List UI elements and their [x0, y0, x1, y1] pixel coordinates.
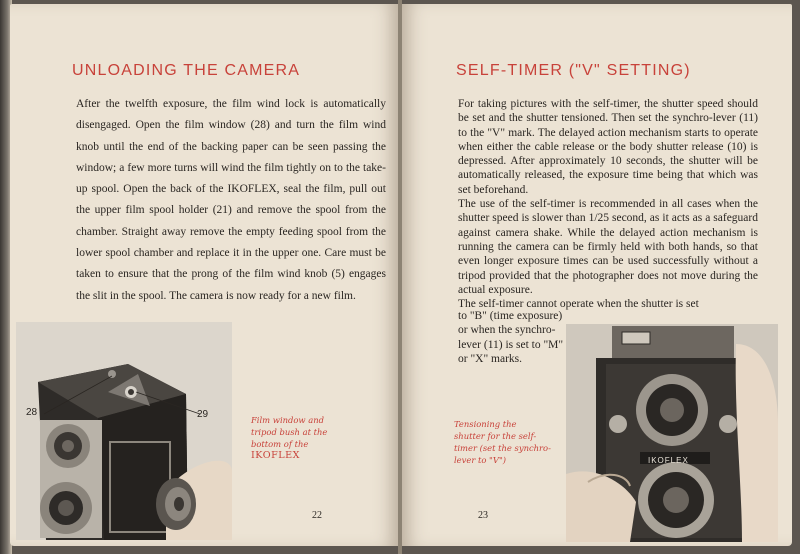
right-page [402, 4, 792, 546]
right-page-number: 23 [478, 510, 488, 521]
self-timer-paragraph-3: The self-timer cannot operate when the shutter is set [458, 298, 699, 311]
self-timer-paragraph-3-continued: to "B" (time exposure) or when the synchro-lever (11) is set to "M" or "X" marks. [458, 310, 564, 365]
left-page [10, 4, 398, 546]
left-caption-line: tripod bush at the [251, 427, 328, 437]
self-timer-photo [566, 324, 778, 542]
left-caption-line: bottom of the [251, 439, 309, 449]
right-caption-line: shutter for the self- [454, 431, 537, 441]
left-caption-line: Film window and [251, 415, 324, 425]
tripod-bush-callout: 29 [197, 409, 209, 420]
camera-bottom-photo [16, 322, 232, 540]
left-page-heading: UNLOADING THE CAMERA [72, 62, 301, 79]
left-caption-line: IKOFLEX [251, 450, 300, 461]
left-page-body: After the twelfth exposure, the film wind lock is automatically disengaged. Open the film window (28) and turn the film wind knob until the end of the backing paper can be seen passing the window; a few more turns will wind the film tightly on to the take-up spool. Open the back of the IKOFLEX, seal the film, pull out the upper film spool holder (21) and remove the spool from the chamber. Straight away remove the empty feeding spool from the lower spool chamber and replace it in the upper one. Care must be taken to ensure that the prong of the film wind knob (5) engages the slit in the spool. The camera is now ready for a new film. [76, 98, 386, 302]
self-timer-paragraph-2: The use of the self-timer is recommended in all cases when the shutter speed is slower than 1/25 second, as it acts as a safeguard against camera shake. While the delayed action mechanism is running the camera can be firmly held with both hands, so that even longer exposure times can be used successfully without a tripod provided that the photographer does not move during the actual exposure. [458, 198, 758, 296]
right-page-heading: SELF-TIMER ("V" SETTING) [456, 62, 691, 79]
camera-brand-label: IKOFLEX [648, 456, 689, 465]
film-window-callout: 28 [26, 407, 38, 418]
right-caption-line: lever to "V") [454, 455, 507, 465]
right-photo-caption [454, 418, 551, 466]
self-timer-paragraph-1: For taking pictures with the self-timer, the shutter speed should be set and the shutter tensioned. Then set the synchro-lever (11) to the "V" mark. The delayed action mechanism starts to operate when either the cable release or the body shutter release (10) is depressed. After approximately 10 seconds, the shutter will be automatically released, the exposure time being that which was set beforehand. [458, 98, 758, 196]
right-caption-line: timer (set the synchro- [454, 443, 551, 453]
left-photo-caption [251, 414, 327, 462]
left-page-number: 22 [312, 510, 322, 521]
right-caption-line: Tensioning the [454, 419, 517, 429]
right-page-body [458, 97, 758, 311]
